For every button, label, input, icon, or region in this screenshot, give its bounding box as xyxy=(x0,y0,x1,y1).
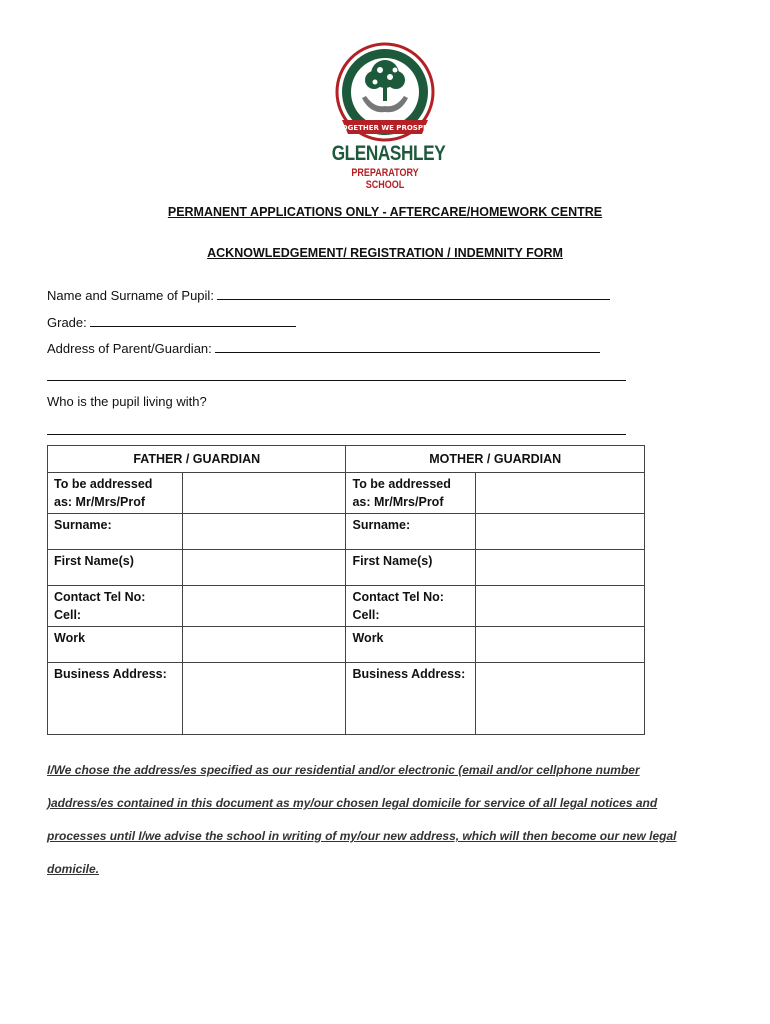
mother-work-input[interactable] xyxy=(476,627,645,663)
father-title-input[interactable] xyxy=(182,473,346,514)
father-firstname-input[interactable] xyxy=(182,550,346,586)
mother-guardian-header: MOTHER / GUARDIAN xyxy=(346,446,645,473)
declaration-line-4: domicile. xyxy=(47,862,100,876)
pupil-name-field[interactable] xyxy=(217,287,610,300)
father-surname-input[interactable] xyxy=(182,514,346,550)
address-field-line-2[interactable] xyxy=(47,380,626,381)
declaration-line-3: processes until I/we advise the school in writing of my/our new address, which will then become our new legal xyxy=(47,829,677,843)
father-work-label: Work xyxy=(48,627,183,663)
father-contact-input[interactable] xyxy=(182,586,346,627)
address-label: Address of Parent/Guardian: xyxy=(47,341,212,356)
mother-business-address-label: Business Address: xyxy=(346,663,476,735)
mother-title-input[interactable] xyxy=(476,473,645,514)
logo-ribbon-text: TOGETHER WE PROSPER xyxy=(336,124,434,132)
form-subtitle: ACKNOWLEDGEMENT/ REGISTRATION / INDEMNITY FORM xyxy=(207,246,563,260)
mother-work-label: Work xyxy=(346,627,476,663)
declaration-line-1: I/We chose the address/es specified as our residential and/or electronic (email and/or cellphone number xyxy=(47,763,640,777)
pupil-name-label: Name and Surname of Pupil: xyxy=(47,288,214,303)
grade-label: Grade: xyxy=(47,315,87,330)
father-business-address-label: Business Address: xyxy=(48,663,183,735)
address-row xyxy=(47,340,600,356)
father-title-label: To be addressed as: Mr/Mrs/Prof xyxy=(48,473,183,514)
pupil-name-row xyxy=(47,287,610,303)
declaration-line-2: )address/es contained in this document as my/our chosen legal domicile for service of all legal notices and xyxy=(47,796,658,810)
school-subtitle: PREPARATORY SCHOOL xyxy=(351,167,419,191)
living-with-field[interactable] xyxy=(47,434,626,435)
father-business-address-input[interactable] xyxy=(182,663,346,735)
mother-title-label: To be addressed as: Mr/Mrs/Prof xyxy=(346,473,476,514)
address-field[interactable] xyxy=(215,340,600,353)
mother-business-address-input[interactable] xyxy=(476,663,645,735)
father-firstname-label: First Name(s) xyxy=(48,550,183,586)
grade-row xyxy=(47,314,296,330)
father-guardian-header: FATHER / GUARDIAN xyxy=(48,446,346,473)
guardian-details-table xyxy=(47,445,645,735)
mother-firstname-label: First Name(s) xyxy=(346,550,476,586)
mother-contact-input[interactable] xyxy=(476,586,645,627)
form-title: PERMANENT APPLICATIONS ONLY - AFTERCARE/HOMEWORK CENTRE xyxy=(167,205,603,219)
living-with-label: Who is the pupil living with? xyxy=(47,394,207,409)
mother-surname-label: Surname: xyxy=(346,514,476,550)
father-work-input[interactable] xyxy=(182,627,346,663)
school-name: GLENASHLEY xyxy=(331,142,446,165)
mother-firstname-input[interactable] xyxy=(476,550,645,586)
grade-field[interactable] xyxy=(90,314,296,327)
father-surname-label: Surname: xyxy=(48,514,183,550)
mother-surname-input[interactable] xyxy=(476,514,645,550)
school-crest-icon xyxy=(330,40,440,150)
father-contact-label: Contact Tel No: Cell: xyxy=(48,586,183,627)
mother-contact-label: Contact Tel No: Cell: xyxy=(346,586,476,627)
